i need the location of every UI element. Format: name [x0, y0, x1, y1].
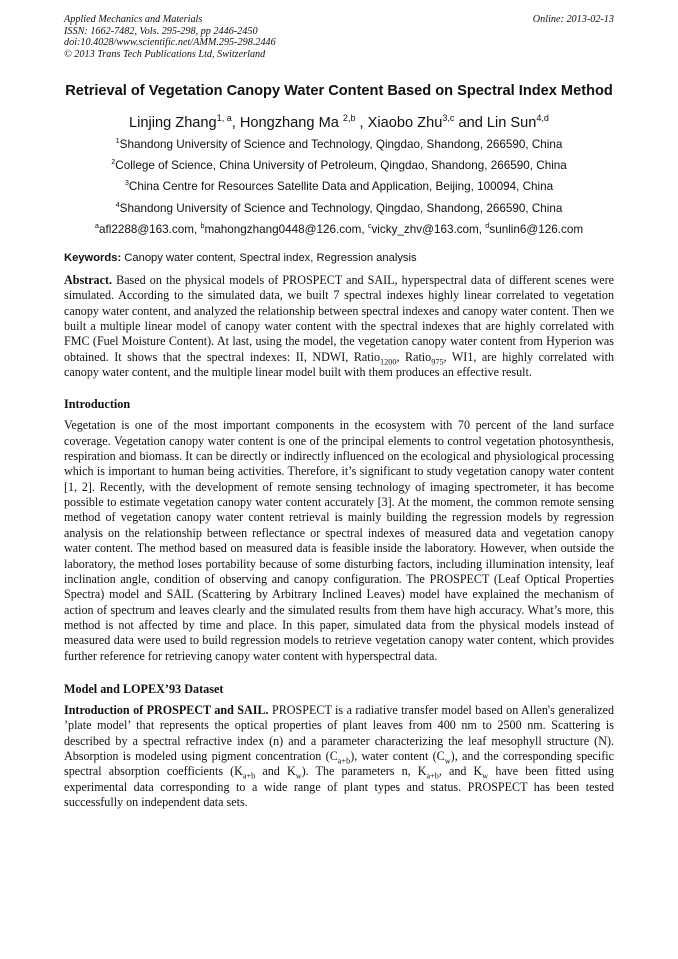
journal-name: Applied Mechanics and Materials — [64, 14, 203, 25]
email-line — [64, 219, 614, 240]
subscript: a+b — [337, 756, 351, 766]
author-name: Linjing Zhang — [129, 115, 217, 131]
affiliation-number: 3 — [124, 178, 129, 188]
email-address[interactable]: afl2288@163.com, — [98, 222, 201, 236]
section-heading-introduction: Introduction — [64, 397, 131, 412]
abstract-paragraph — [64, 273, 614, 380]
section-heading-model: Model and LOPEX’93 Dataset — [64, 681, 224, 696]
abstract-text: , WI1, are highly correlated with canopy water content, and the multiple linear model built with them produces an effective result. — [64, 349, 614, 380]
affiliation-number: 4 — [115, 199, 120, 209]
affiliation-line — [64, 155, 614, 176]
author-list — [64, 114, 614, 132]
affiliation-text: College of Science, China University of Petroleum, Qingdao, Shandong, 266590, China — [115, 159, 567, 173]
email-mark: b — [200, 220, 205, 230]
abstract-label: Abstract. — [64, 273, 113, 288]
author-separator: , — [355, 115, 368, 131]
online-date: Online: 2013-02-13 — [532, 14, 614, 25]
doi-line: doi:10.4028/www.scientific.net/AMM.295-298.2446 — [64, 37, 276, 48]
affiliation-number: 2 — [111, 157, 116, 167]
affiliation-line — [64, 198, 614, 219]
paragraph-text: have been fitted using experimental data corresponding to a wide range of plant types and status. PROSPECT has been tested successfully on independent data sets. — [64, 764, 614, 809]
paragraph-text: ), and the corresponding specific spectral absorption coefficients (K — [64, 748, 615, 779]
paragraph-text: and K — [255, 764, 296, 779]
affiliation-text: China Centre for Resources Satellite Data and Application, Beijing, 100094, China — [128, 180, 554, 194]
author-affiliation-mark: 1, a — [216, 113, 232, 124]
subscript: a+b — [242, 771, 256, 781]
abstract-text: Based on the physical models of PROSPECT and SAIL, hyperspectral data of different scenes were simulated. According to the simulated data, we built 7 spectral indexes highly linear correlated to vegetation canopy water content, and analyzed the relationship between spectral indexes and canopy water content. Then we built a multiple linear model of canopy water content with the spectral indexes that are highly correlated with FMC (Fuel Moisture Content). At last, using the model, the vegetation canopy water content from Hyperion was obtained. It shows that the spectral indexes: II, NDWI, Ratio — [64, 273, 614, 364]
email-address[interactable]: vicky_zhv@163.com, — [371, 222, 486, 236]
affiliation-list — [64, 134, 614, 240]
paragraph-text: PROSPECT is a radiative transfer model based on Allen's generalized ’plate model’ that represents the optical properties of plant leaves from 400 nm to 2500 nm. Scattering is described by a spectral refractive index (n) and a parameter characterizing the leaf mesophyll structure (N). Absorption is modeled using pigment concentration (C — [64, 702, 614, 763]
keywords-line — [64, 251, 614, 265]
subscript: 1200 — [380, 357, 397, 367]
author-separator: , — [231, 115, 240, 131]
affiliation-line — [64, 176, 614, 197]
subscript: w — [444, 756, 451, 766]
author-affiliation-mark: 2,b — [342, 113, 356, 124]
email-mark: a — [94, 220, 99, 230]
paragraph-text: , and K — [438, 764, 483, 779]
subscript: 975 — [431, 357, 444, 367]
affiliation-text: Shandong University of Science and Technology, Qingdao, Shandong, 266590, China — [119, 138, 563, 151]
prospect-paragraph — [64, 703, 614, 810]
author-affiliation-mark: 3,c — [442, 113, 455, 124]
keywords-text: Canopy water content, Spectral index, Regression analysis — [121, 252, 417, 265]
email-mark: d — [485, 220, 490, 230]
subscript: w — [295, 771, 302, 781]
author-affiliation-mark: 4,d — [536, 113, 549, 124]
copyright-line: © 2013 Trans Tech Publications Ltd, Switzerland — [64, 48, 266, 60]
affiliation-line — [64, 134, 614, 155]
email-mark: c — [367, 220, 372, 230]
keywords-label: Keywords: — [64, 252, 122, 265]
journal-header — [64, 14, 614, 60]
email-address[interactable]: mahongzhang0448@126.com, — [204, 222, 368, 236]
paper-title: Retrieval of Vegetation Canopy Water Content Based on Spectral Index Method — [65, 83, 613, 99]
subscript: a+b — [426, 771, 439, 781]
paragraph-text: ). The parameters n, K — [301, 764, 427, 779]
affiliation-number: 1 — [115, 136, 120, 146]
author-name: Lin Sun — [486, 115, 537, 131]
author-name: Xiaobo Zhu — [367, 115, 443, 131]
subscript: w — [482, 771, 489, 781]
subsection-heading: Introduction of PROSPECT and SAIL. — [64, 702, 269, 717]
email-address[interactable]: sunlin6@126.com — [489, 222, 584, 236]
paragraph-text: ), water content (C — [350, 748, 445, 763]
affiliation-text: Shandong University of Science and Technology, Qingdao, Shandong, 266590, China — [119, 201, 563, 215]
issn-line: ISSN: 1662-7482, Vols. 295-298, pp 2446-2450 — [64, 25, 258, 37]
abstract-text: , Ratio — [396, 349, 432, 364]
author-separator: and — [454, 115, 487, 131]
author-name: Hongzhang Ma — [239, 115, 343, 131]
paper-page — [64, 14, 614, 810]
introduction-paragraph: Vegetation is one of the most important components in the ecosystem with 70 percent of the land surface coverage. Vegetation canopy water content is one of the principal elements to control vegetation photosynthesis, respiration and biomass. It can be directly or indirectly influenced on the ecological and physiological processing which is important to human being activities. Therefore, it’s significant to study vegetation canopy water content [1, 2]. Recently, with the development of remote sensing technology of imaging spectrometer, it has become possible to estimate vegetation canopy water content accurately [3]. At the moment, the common remote sensing method of vegetation canopy water content retrieval is mainly building the regression models by regression analysis on the relationship between reflectance or spectral indexes of measured data and vegetation canopy water content. The method based on measured data is feasible inside the laboratory. However, when outside the laboratory, the method loses portability because of some disturbing factors, including illumination intensity, leaf inclination angle, condition of observing and canopy configuration. The PROSPECT (Leaf Optical Properties Spectra) model and SAIL (Scattering by Arbitrary Inclined Leaves) model have explained the mechanism of action of spectrum and leaves clearly and the simulated results from them have high accuracy. What’s more, this method is not affected by time and place. In this paper, simulated data from the physical models instead of measured data were used to build regression models to retrieve vegetation canopy water content, which provides further reference for retrieving canopy water content with hyperspectral data. — [64, 418, 614, 663]
